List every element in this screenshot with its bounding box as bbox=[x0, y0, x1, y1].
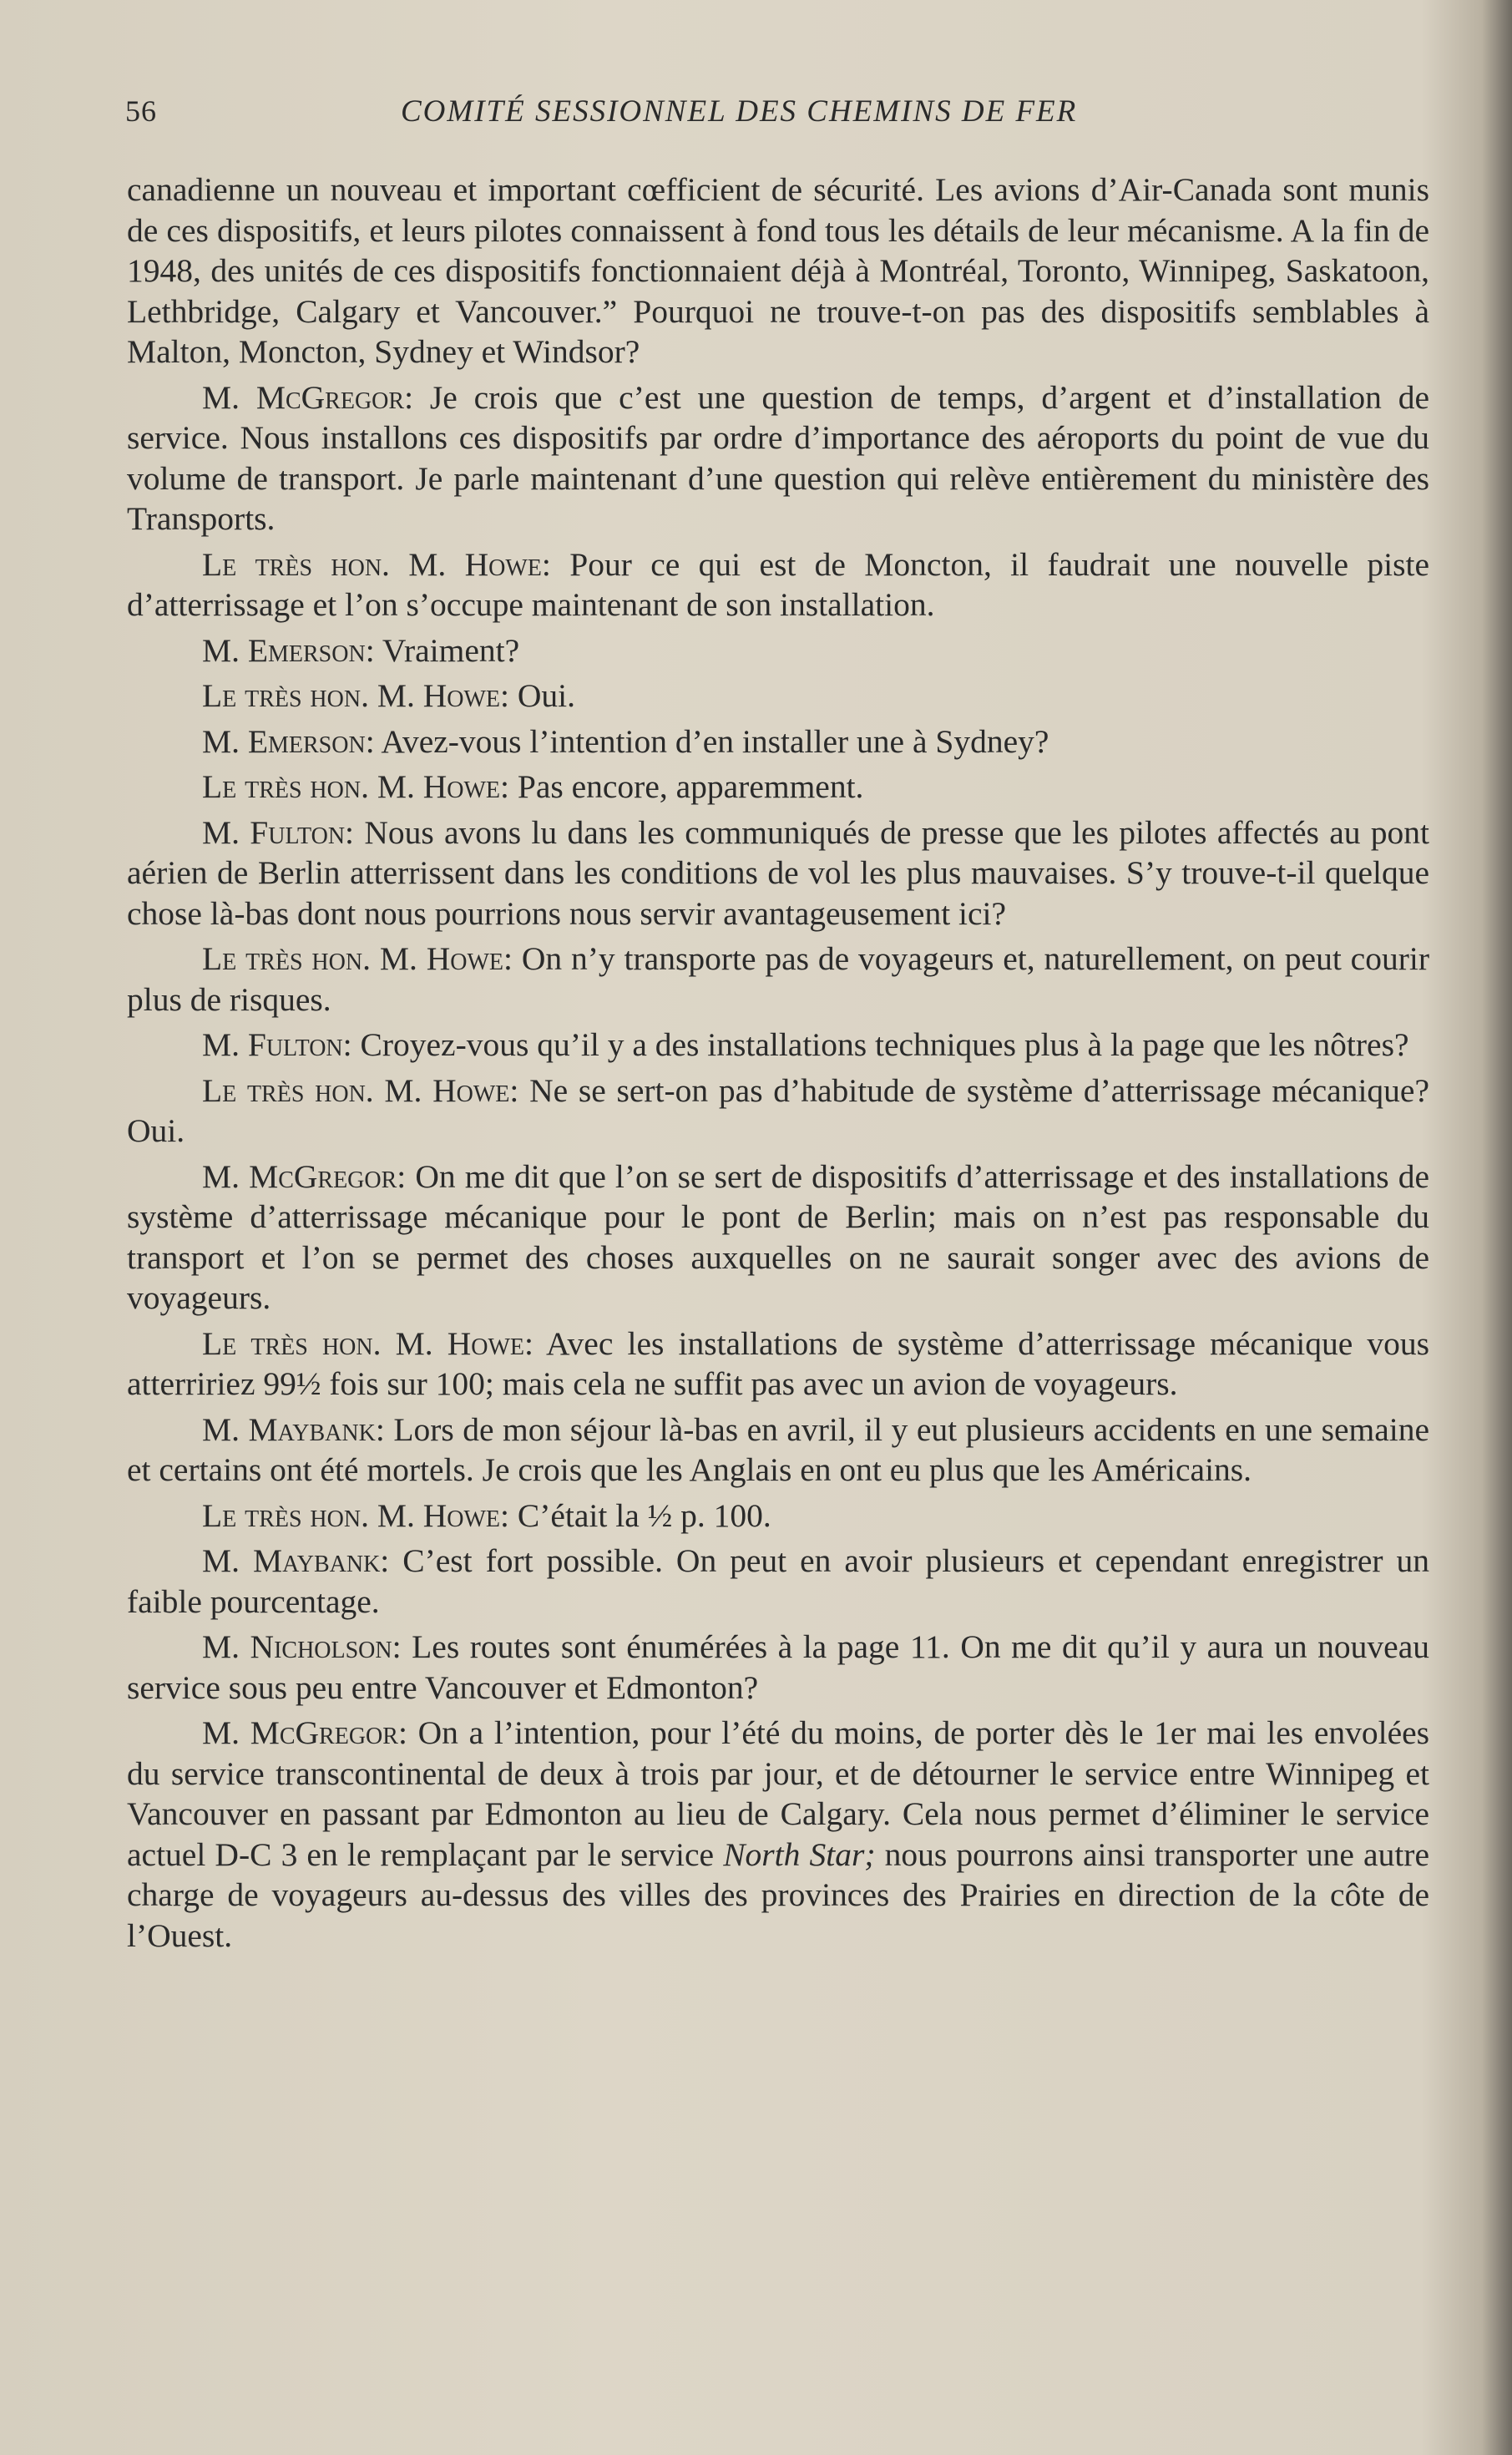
paragraph-text: Avec les installations de système d’atterrissage mécanique vous atterririez 99½ fois sur 100; mais cela ne suffit pas avec un avion de voyageurs. bbox=[127, 1324, 1430, 1402]
page-number: 56 bbox=[125, 94, 157, 128]
speaker-name: Le très hon. M. Howe bbox=[202, 1496, 500, 1534]
speaker-separator: : bbox=[500, 768, 518, 805]
paragraph bbox=[127, 1713, 1429, 1956]
paragraph bbox=[127, 544, 1429, 625]
speaker-separator: : bbox=[500, 677, 518, 714]
speaker-name: M. Emerson bbox=[202, 722, 366, 760]
paragraph bbox=[127, 812, 1429, 934]
speaker-name: M. McGregor bbox=[202, 1714, 398, 1751]
speaker-name: M. Nicholson bbox=[202, 1628, 392, 1665]
paragraph bbox=[127, 676, 1429, 716]
paragraph bbox=[127, 1071, 1429, 1152]
paragraph bbox=[127, 1627, 1429, 1708]
speaker-name: Le très hon. M. Howe bbox=[202, 768, 500, 805]
speaker-separator: : bbox=[375, 1410, 394, 1448]
speaker-name: M. Fulton bbox=[202, 813, 346, 851]
paragraph bbox=[127, 1324, 1429, 1405]
speaker-name: Le très hon. M. Howe bbox=[202, 940, 503, 977]
speaker-name: Le très hon. M. Howe bbox=[202, 545, 542, 583]
paragraph-text: Pas encore, apparemment. bbox=[517, 768, 864, 805]
paragraph bbox=[127, 1410, 1429, 1491]
paragraph-text: C’était la ½ p. 100. bbox=[517, 1496, 771, 1534]
page-header bbox=[125, 94, 1428, 144]
speaker-separator: : bbox=[524, 1324, 546, 1362]
paragraph bbox=[127, 1496, 1429, 1536]
speaker-separator: : bbox=[380, 1542, 403, 1579]
paragraph-text: Lors de mon séjour là-bas en avril, il y eut plusieurs accidents en une semaine et certains ont été mortels. Je crois que les Anglais en ont eu plus que les Américains. bbox=[127, 1410, 1429, 1488]
speaker-separator: : bbox=[365, 722, 382, 760]
paragraph-text-after: nous pourrons ainsi transporter une autre charge de voyageurs au-dessus des villes des provinces des Prairies en direction de la côte de l’Ouest. bbox=[127, 1835, 1429, 1954]
paragraph-text: Avez-vous l’intention d’en installer une à Sydney? bbox=[381, 722, 1049, 760]
paragraph-text: Les routes sont énumérées à la page 11. On me dit qu’il y aura un nouveau service sous peu entre Vancouver et Edmonton? bbox=[127, 1628, 1429, 1706]
paragraph-text: canadienne un nouveau et important cœfficient de sécurité. Les avions d’Air-Canada sont munis de ces dispositifs, et leurs pilotes connaissent à fond tous les détails de leur mécanisme. A la fin de 1948, des unités de ces dispositifs fonctionnaient déjà à Montréal, Toronto, Winnipeg, Saskatoon, Lethbridge, Calgary et Vancouver.” Pourquoi ne trouve-t-on pas des dispositifs semblables à Malton, Moncton, Sydney et Windsor? bbox=[127, 171, 1429, 370]
speaker-separator: : bbox=[509, 1071, 530, 1109]
italic-aircraft-name: North Star; bbox=[723, 1835, 876, 1873]
body-text bbox=[127, 170, 1429, 1961]
paragraph-text: Pour ce qui est de Moncton, il faudrait une nouvelle piste d’atterrissage et l’on s’occupe maintenant de son installation. bbox=[127, 545, 1429, 623]
speaker-name: M. Maybank bbox=[202, 1542, 381, 1579]
paragraph bbox=[127, 1025, 1429, 1066]
speaker-separator: : bbox=[397, 1714, 418, 1751]
speaker-name: Le très hon. M. Howe bbox=[202, 1071, 510, 1109]
speaker-name: M. McGregor bbox=[202, 378, 405, 416]
paragraph-text: Croyez-vous qu’il y a des installations techniques plus à la page que les nôtres? bbox=[360, 1026, 1409, 1063]
speaker-name: M. Maybank bbox=[202, 1410, 376, 1448]
paragraph-text: On n’y transporte pas de voyageurs et, naturellement, on peut courir plus de risques. bbox=[127, 940, 1429, 1018]
speaker-name: M. Fulton bbox=[202, 1026, 343, 1063]
paragraph bbox=[127, 721, 1429, 762]
paragraph bbox=[127, 1541, 1429, 1622]
paragraph-text: Oui. bbox=[517, 677, 575, 714]
paragraph-text: Ne se sert-on pas d’habitude de système d’atterrissage mécanique? Oui. bbox=[127, 1071, 1429, 1149]
paragraph bbox=[127, 630, 1429, 671]
paragraph-text: Nous avons lu dans les communiqués de presse que les pilotes affectés au pont aérien de Berlin atterrissent dans les conditions de vol les plus mauvaises. S’y trouve-t-il quelque chose là-bas dont nous pourrions nous servir avantageusement ici? bbox=[127, 813, 1429, 932]
paragraph bbox=[127, 170, 1429, 372]
speaker-separator: : bbox=[392, 1628, 412, 1665]
speaker-separator: : bbox=[503, 940, 522, 977]
paragraph bbox=[127, 1157, 1429, 1319]
paragraph-text: On me dit que l’on se sert de dispositifs d’atterrissage et des installations de système d’atterrissage mécanique pour le pont de Berlin; mais on n’est pas responsable du transport et l’on se permet des choses auxquelles on ne saurait songer avec des avions de voyageurs. bbox=[127, 1157, 1429, 1316]
paragraph-text: C’est fort possible. On peut en avoir plusieurs et cependant enregistrer un faible pourcentage. bbox=[127, 1542, 1429, 1620]
speaker-separator: : bbox=[342, 1026, 361, 1063]
paragraph bbox=[127, 767, 1429, 807]
speaker-separator: : bbox=[541, 545, 570, 583]
speaker-name: M. Emerson bbox=[202, 631, 366, 669]
speaker-separator: : bbox=[500, 1496, 518, 1534]
speaker-name: M. McGregor bbox=[202, 1157, 397, 1195]
paragraph-text: Vraiment? bbox=[382, 631, 520, 669]
paragraph bbox=[127, 939, 1429, 1020]
paragraph-text: On a l’intention, pour l’été du moins, de porter dès le 1er mai les envolées du service transcontinental de deux à trois par jour, et de détourner le service entre Winnipeg et Vancouver en passant par Edmonton au lieu de Calgary. Cela nous permet d’éliminer le service actuel D-C 3 en le remplaçant par le service bbox=[127, 1714, 1430, 1873]
speaker-name: Le très hon. M. Howe bbox=[202, 1324, 525, 1362]
paragraph-text: Je crois que c’est une question de temps, d’argent et d’installation de service. Nous installons ces dispositifs par ordre d’importance des aéroports du point de vue du volume de transport. Je parle maintenant d’une question qui relève entièrement du ministère des Transports. bbox=[127, 378, 1429, 537]
speaker-separator: : bbox=[345, 813, 365, 851]
paragraph bbox=[127, 377, 1429, 539]
running-title: COMITÉ SESSIONNEL DES CHEMINS DE FER bbox=[401, 94, 1078, 129]
speaker-separator: : bbox=[404, 378, 430, 416]
speaker-separator: : bbox=[365, 631, 382, 669]
speaker-name: Le très hon. M. Howe bbox=[202, 677, 500, 714]
speaker-separator: : bbox=[397, 1157, 416, 1195]
